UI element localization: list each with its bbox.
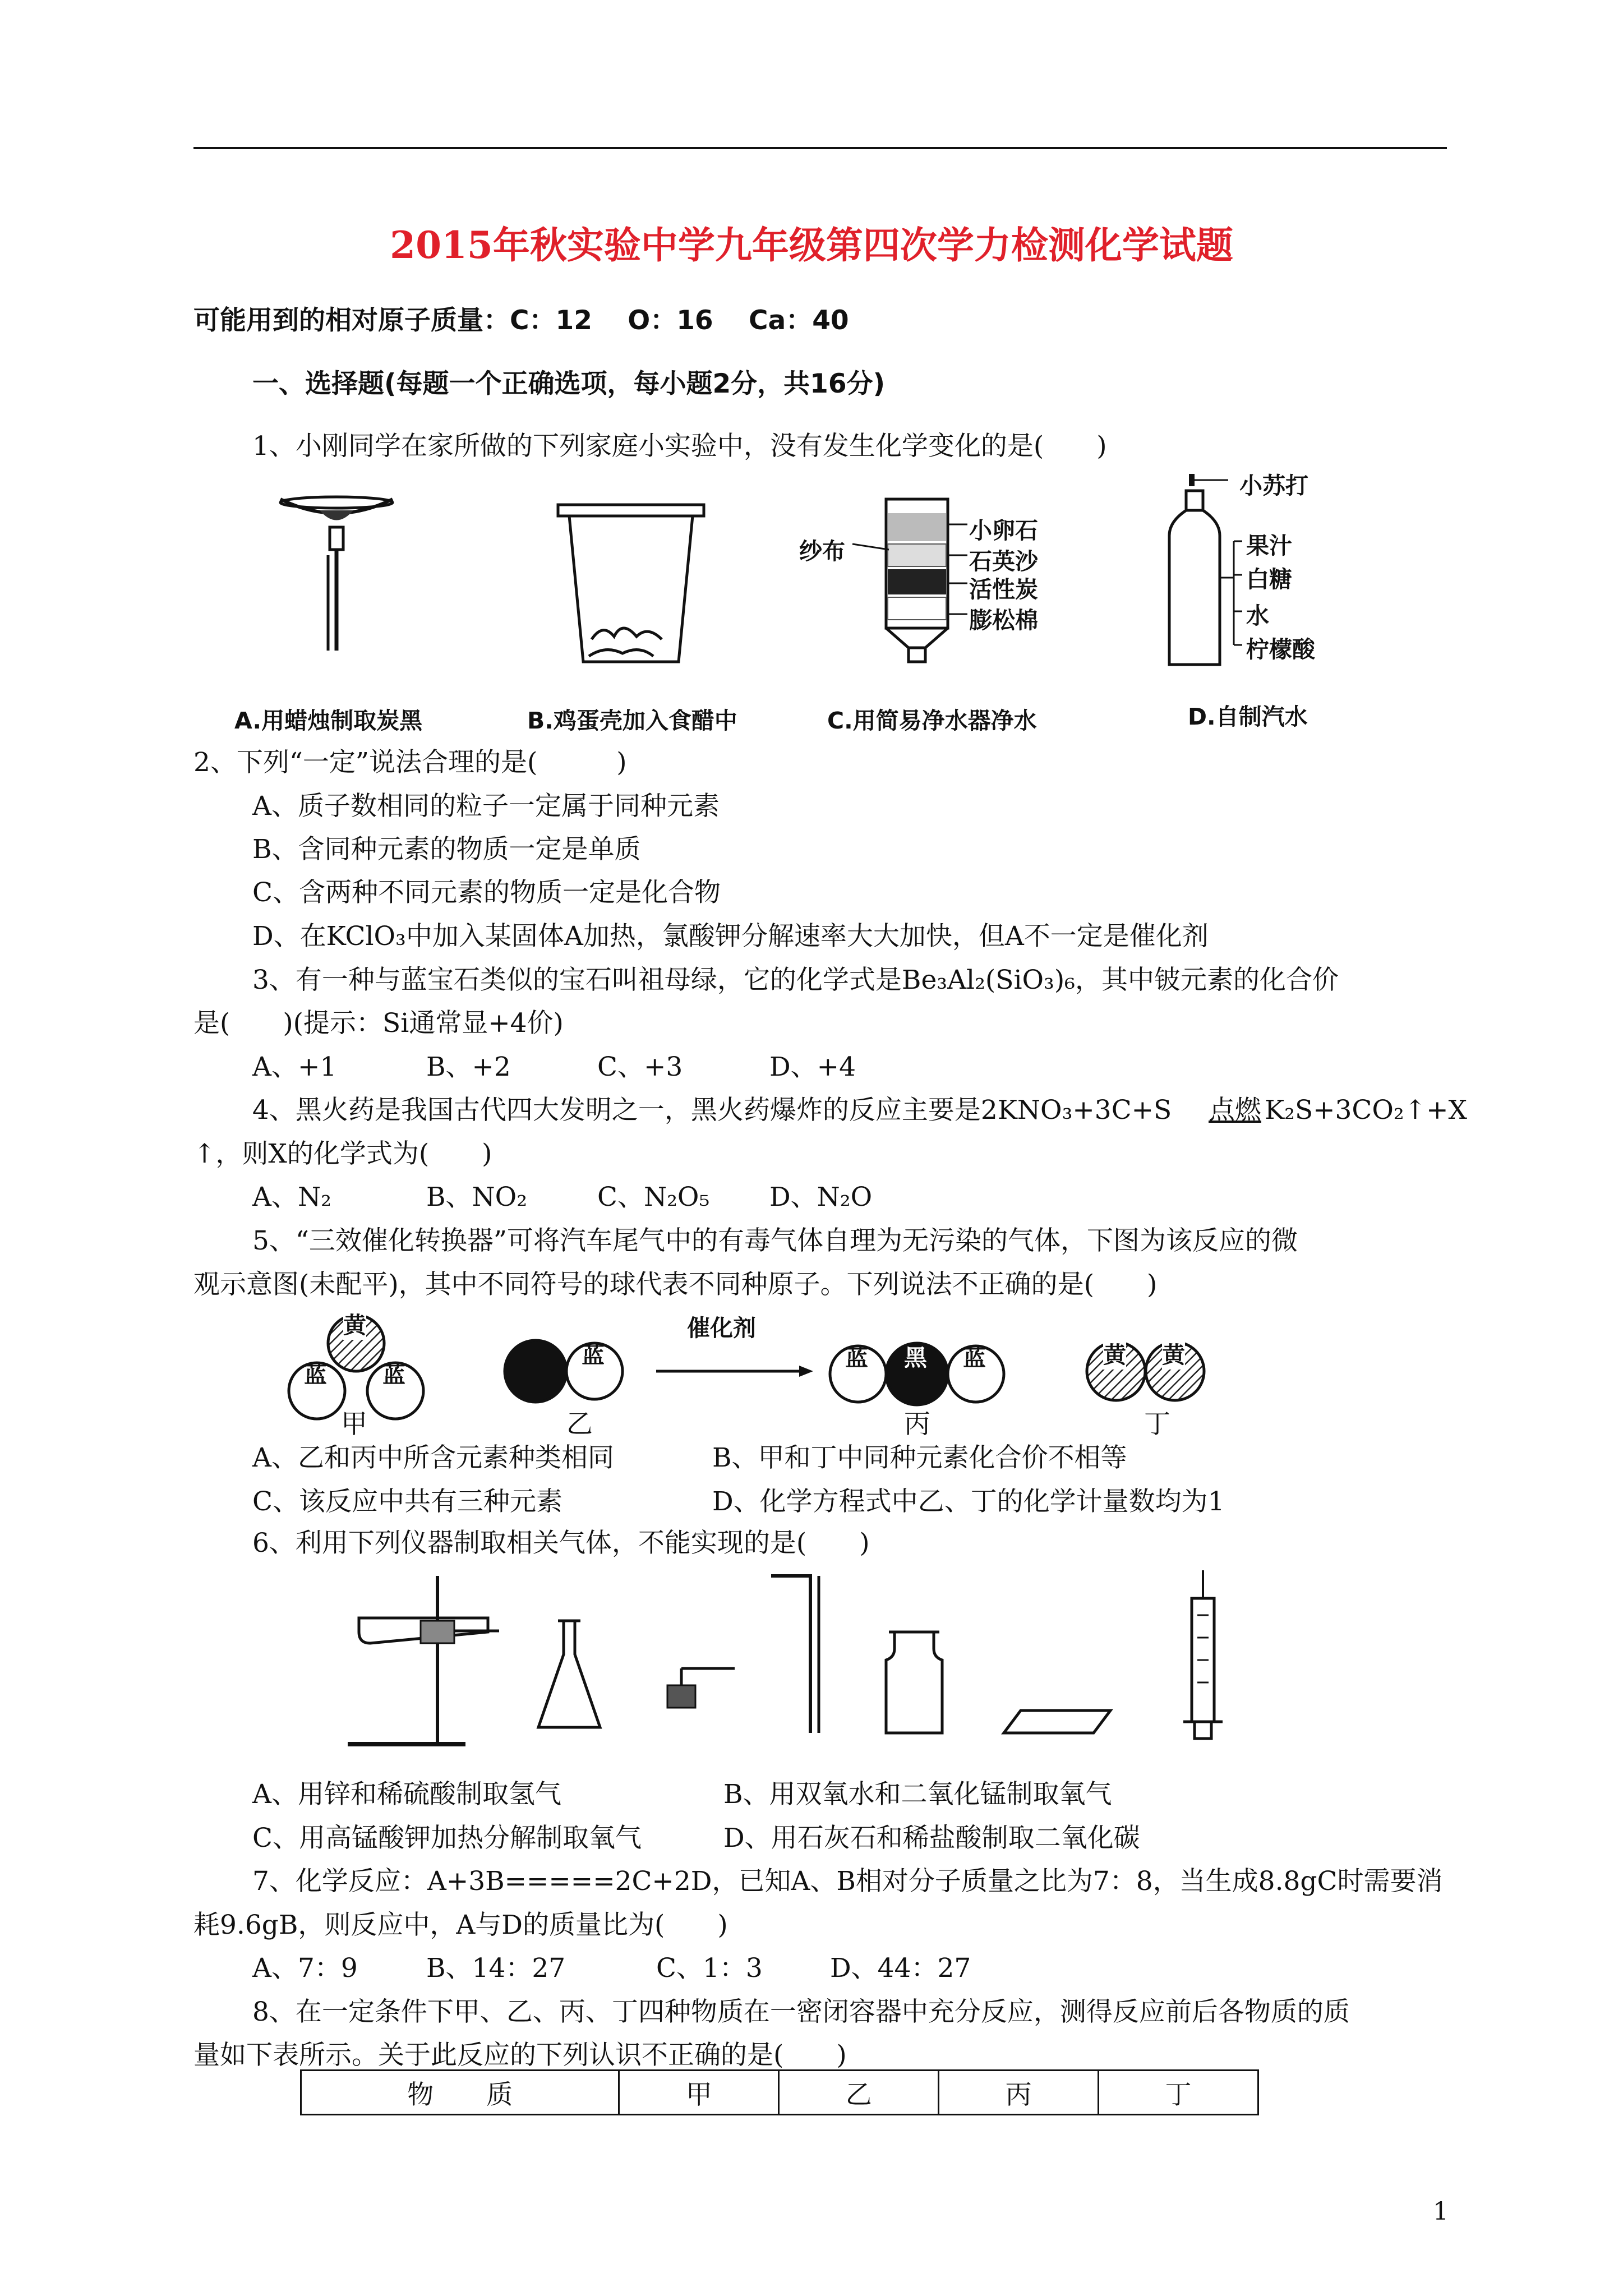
q8-line-2: 量如下表所示。关于此反应的下列认识不正确的是( ): [193, 2040, 847, 2071]
filter-label-pebbles: 小卵石: [969, 517, 1038, 544]
q3-line-2: 是( )(提示：Si通常显+4价): [193, 1008, 564, 1039]
bottle-label-sugar: 白糖: [1246, 566, 1292, 593]
atomic-masses: 可能用到的相对原子质量：C：12 O：16 Ca：40: [193, 305, 849, 336]
q6-stem: 6、利用下列仪器制取相关气体，不能实现的是( ): [252, 1528, 870, 1559]
section-heading: 一、选择题(每题一个正确选项，每小题2分，共16分): [252, 368, 886, 399]
q4-line-1: 4、黑火药是我国古代四大发明之一，黑火药爆炸的反应主要是2KNO₃+3C+S: [252, 1095, 1172, 1126]
table-header-bing: 丙: [939, 2071, 1099, 2115]
q7-line-1: 7、化学反应：A+3B=====2C+2D，已知A、B相对分子质量之比为7：8，当生成8.8gC时需要消: [252, 1866, 1443, 1897]
page-number: 1: [1433, 2197, 1449, 2226]
filter-label-cotton: 膨松棉: [969, 607, 1038, 634]
q3-option-d: D、+4: [769, 1052, 856, 1082]
q5-option-a: A、乙和丙中所含元素种类相同: [252, 1442, 614, 1473]
molecule-name-ding: 丁: [1144, 1409, 1170, 1440]
atom-label-yellow-jia: 黄: [343, 1307, 366, 1340]
atom-label-blue-jia-left: 蓝: [304, 1361, 327, 1388]
atom-label-blue-jia-right: 蓝: [382, 1361, 405, 1388]
q7-option-a: A、7：9: [252, 1953, 358, 1984]
q1-caption-a: A.用蜡烛制取炭黑: [234, 707, 423, 734]
q4-line-1-products: K₂S+3CO₂↑+X: [1265, 1095, 1467, 1126]
q2-stem: 2、下列“一定”说法合理的是( ): [193, 747, 627, 778]
q1-stem: 1、小刚同学在家所做的下列家庭小实验中，没有发生化学变化的是( ): [252, 431, 1107, 462]
cup-figure: [552, 499, 709, 667]
q4-option-a: A、N₂: [252, 1182, 331, 1212]
candle-figure: [264, 488, 409, 656]
table-header-yi: 乙: [779, 2071, 939, 2115]
q3-option-b: B、+2: [426, 1052, 511, 1082]
q4-ignite-condition: 点燃: [1209, 1095, 1261, 1126]
q2-option-b: B、含同种元素的物质一定是单质: [252, 834, 641, 865]
header-rule: [193, 147, 1447, 149]
q5-line-2: 观示意图(未配平)，其中不同符号的球代表不同种原子。下列说法不正确的是( ): [193, 1269, 1158, 1300]
q3-option-a: A、+1: [252, 1052, 337, 1082]
q7-option-c: C、1：3: [656, 1953, 763, 1984]
q5-option-d: D、化学方程式中乙、丁的化学计量数均为1: [712, 1486, 1225, 1517]
bottle-label-citric-acid: 柠檬酸: [1246, 636, 1315, 663]
q2-option-c: C、含两种不同元素的物质一定是化合物: [252, 877, 721, 908]
gauze-label: 纱布: [799, 538, 845, 565]
molecule-name-jia: 甲: [341, 1409, 367, 1440]
reaction-diagram: [280, 1307, 1402, 1441]
table-header-jia: 甲: [619, 2071, 779, 2115]
molecule-name-bing: 丙: [904, 1409, 930, 1440]
q4-option-b: B、NO₂: [426, 1182, 528, 1212]
q3-line-1: 3、有一种与蓝宝石类似的宝石叫祖母绿，它的化学式是Be₃Al₂(SiO₃)₆，其中铍元素的化合价: [252, 965, 1339, 995]
q6-option-b: B、用双氧水和二氧化锰制取氧气: [723, 1779, 1112, 1810]
q7-option-d: D、44：27: [830, 1953, 971, 1984]
bottle-label-water: 水: [1246, 602, 1269, 629]
table-header-substance: 物 质: [301, 2071, 619, 2115]
mass-table: [300, 2069, 1259, 2115]
filter-label-carbon: 活性炭: [969, 576, 1038, 603]
atom-label-blue-bing-left: 蓝: [845, 1344, 868, 1371]
atom-label-yellow-ding-left: 黄: [1103, 1336, 1126, 1370]
filter-label-sand: 石英沙: [969, 548, 1038, 575]
q5-option-c: C、该反应中共有三种元素: [252, 1486, 562, 1517]
q1-caption-b: B.鸡蛋壳加入食醋中: [527, 707, 737, 734]
q7-option-b: B、14：27: [426, 1953, 566, 1984]
q6-option-d: D、用石灰石和稀盐酸制取二氧化碳: [723, 1823, 1140, 1854]
q5-line-1: 5、“三效催化转换器”可将汽车尾气中的有毒气体自理为无污染的气体，下图为该反应的微: [252, 1225, 1298, 1256]
bottle-label-juice: 果汁: [1246, 532, 1292, 559]
q1-caption-c: C.用简易净水器净水: [827, 707, 1037, 734]
exam-title: 2015年秋实验中学九年级第四次学力检测化学试题: [390, 223, 1233, 267]
bottle-label-baking-soda: 小苏打: [1239, 472, 1308, 499]
atom-label-yellow-ding-right: 黄: [1162, 1336, 1185, 1370]
atom-label-blue-bing-right: 蓝: [963, 1344, 986, 1371]
molecule-name-yi: 乙: [566, 1409, 593, 1440]
table-header-ding: 丁: [1099, 2071, 1258, 2115]
q2-option-d: D、在KClO₃中加入某固体A加热，氯酸钾分解速率大大加快，但A不一定是催化剂: [252, 921, 1209, 952]
q6-option-a: A、用锌和稀硫酸制取氢气: [252, 1779, 561, 1810]
q5-option-b: B、甲和丁中同种元素化合价不相等: [712, 1442, 1127, 1473]
water-filter-figure: [796, 494, 1110, 673]
q2-option-a: A、质子数相同的粒子一定属于同种元素: [252, 791, 720, 822]
q4-option-d: D、N₂O: [769, 1182, 873, 1212]
atom-label-black-bing: 黑: [904, 1344, 927, 1371]
atom-label-blue-yi: 蓝: [582, 1341, 605, 1368]
q3-option-c: C、+3: [597, 1052, 683, 1082]
apparatus-figure: [342, 1565, 1284, 1755]
q4-line-2: ↑，则X的化学式为( ): [193, 1138, 492, 1169]
q8-line-1: 8、在一定条件下甲、乙、丙、丁四种物质在一密闭容器中充分反应，测得反应前后各物质的质: [252, 1997, 1350, 2027]
table-header-row: [301, 2071, 1258, 2115]
q7-line-2: 耗9.6gB，则反应中，A与D的质量比为( ): [193, 1910, 728, 1940]
q4-option-c: C、N₂O₅: [597, 1182, 710, 1212]
q1-caption-d: D.自制汽水: [1188, 703, 1308, 730]
q6-option-c: C、用高锰酸钾加热分解制取氧气: [252, 1823, 642, 1854]
catalyst-label: 催化剂: [687, 1315, 756, 1341]
